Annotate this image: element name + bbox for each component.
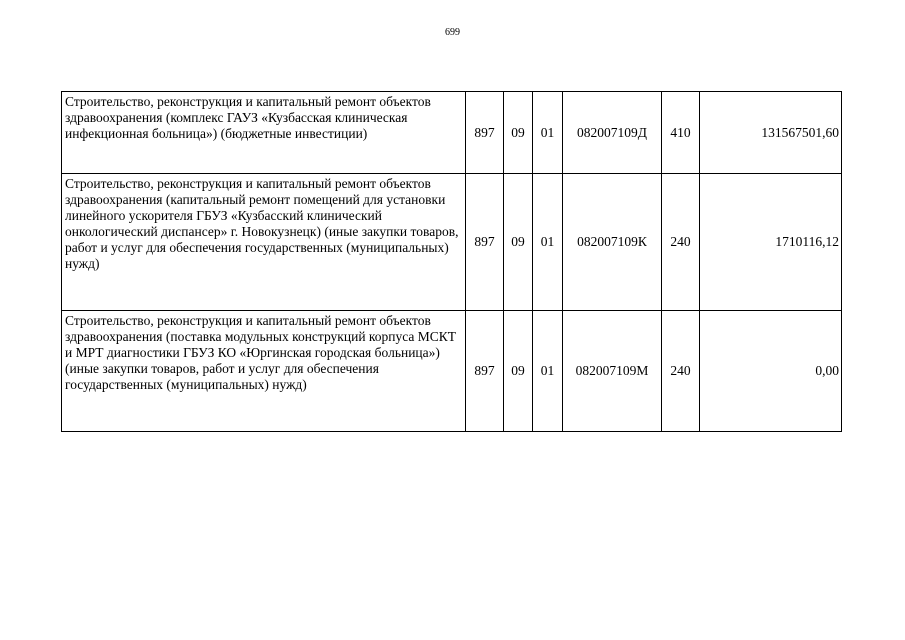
section-code: 09 [504,174,533,311]
amount-value: 131567501,60 [700,92,842,174]
expense-description: Строительство, реконструкция и капитальный ремонт объектов здравоохранения (капитальный ремонт помещений для установки линейного ускорителя ГБУЗ «Кузбасский клинический онкологический диспансер» г. Новокузнецк) (иные закупки товаров, работ и услуг для обеспечения государственных (муниципальных) нужд) [62,174,466,311]
section-code: 09 [504,92,533,174]
amount-value: 0,00 [700,311,842,432]
subsection-code: 01 [533,174,563,311]
ministry-code: 897 [466,92,504,174]
expense-description: Строительство, реконструкция и капитальный ремонт объектов здравоохранения (поставка модульных конструкций корпуса МСКТ и МРТ диагностики ГБУЗ КО «Юргинская городская больница») (иные закупки товаров, работ и услуг для обеспечения государственных (муниципальных) нужд) [62,311,466,432]
expense-type-code: 240 [662,311,700,432]
ministry-code: 897 [466,311,504,432]
subsection-code: 01 [533,92,563,174]
table-row [62,174,842,311]
target-article-code: 082007109М [563,311,662,432]
target-article-code: 082007109Д [563,92,662,174]
expense-description: Строительство, реконструкция и капитальный ремонт объектов здравоохранения (комплекс ГАУЗ «Кузбасская клиническая инфекционная больница») (бюджетные инвестиции) [62,92,466,174]
expense-type-code: 240 [662,174,700,311]
section-code: 09 [504,311,533,432]
ministry-code: 897 [466,174,504,311]
subsection-code: 01 [533,311,563,432]
target-article-code: 082007109К [563,174,662,311]
table-row [62,311,842,432]
amount-value: 1710116,12 [700,174,842,311]
expense-type-code: 410 [662,92,700,174]
page-number: 699 [445,27,460,38]
table-row [62,92,842,174]
budget-table [61,91,842,432]
